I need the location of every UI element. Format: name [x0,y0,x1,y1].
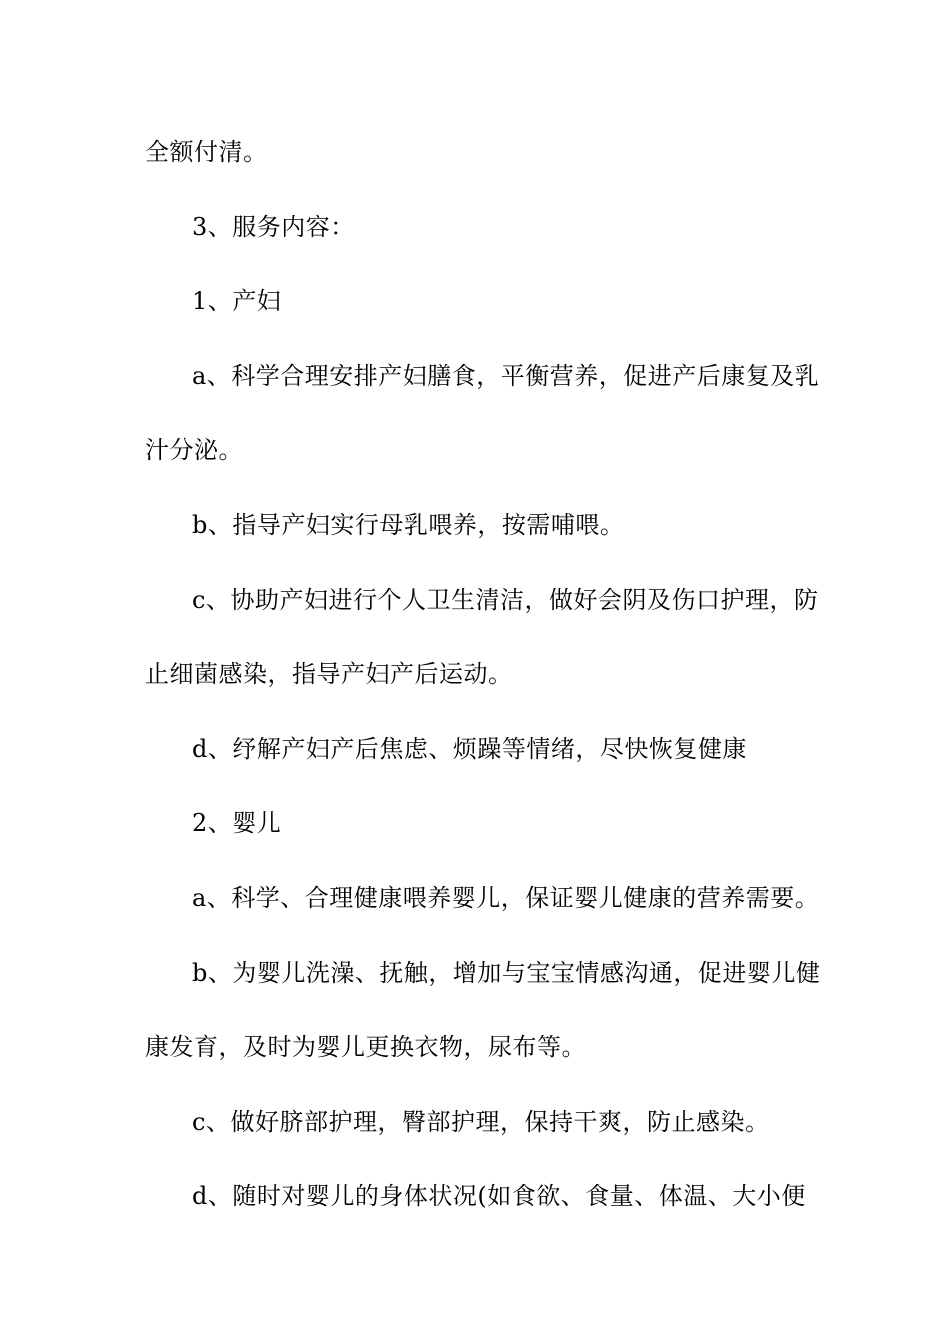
list-item: c、协助产妇进行个人卫生清洁，做好会阴及伤口护理，防 [192,586,819,614]
list-item-continuation: 康发育，及时为婴儿更换衣物，尿布等。 [145,1033,586,1061]
subsection-heading: 1、产妇 [192,287,282,315]
list-item: d、纾解产妇产后焦虑、烦躁等情绪，尽快恢复健康 [192,735,747,763]
paragraph-line: 全额付清。 [145,138,268,166]
subsection-heading: 2、婴儿 [192,809,282,837]
list-item-continuation: 止细菌感染，指导产妇产后运动。 [145,660,513,688]
list-item-continuation: 汁分泌。 [145,436,243,464]
list-item: c、做好脐部护理，臀部护理，保持干爽，防止感染。 [192,1108,770,1136]
list-item: a、科学、合理健康喂养婴儿，保证婴儿健康的营养需要。 [192,884,820,912]
list-item: a、科学合理安排产妇膳食，平衡营养，促进产后康复及乳 [192,362,820,390]
section-heading: 3、服务内容： [192,213,355,241]
list-item: b、指导产妇实行母乳喂养，按需哺喂。 [192,511,625,539]
list-item: d、随时对婴儿的身体状况(如食欲、食量、体温、大小便 [192,1182,806,1210]
list-item: b、为婴儿洗澡、抚触，增加与宝宝情感沟通，促进婴儿健 [192,959,821,987]
